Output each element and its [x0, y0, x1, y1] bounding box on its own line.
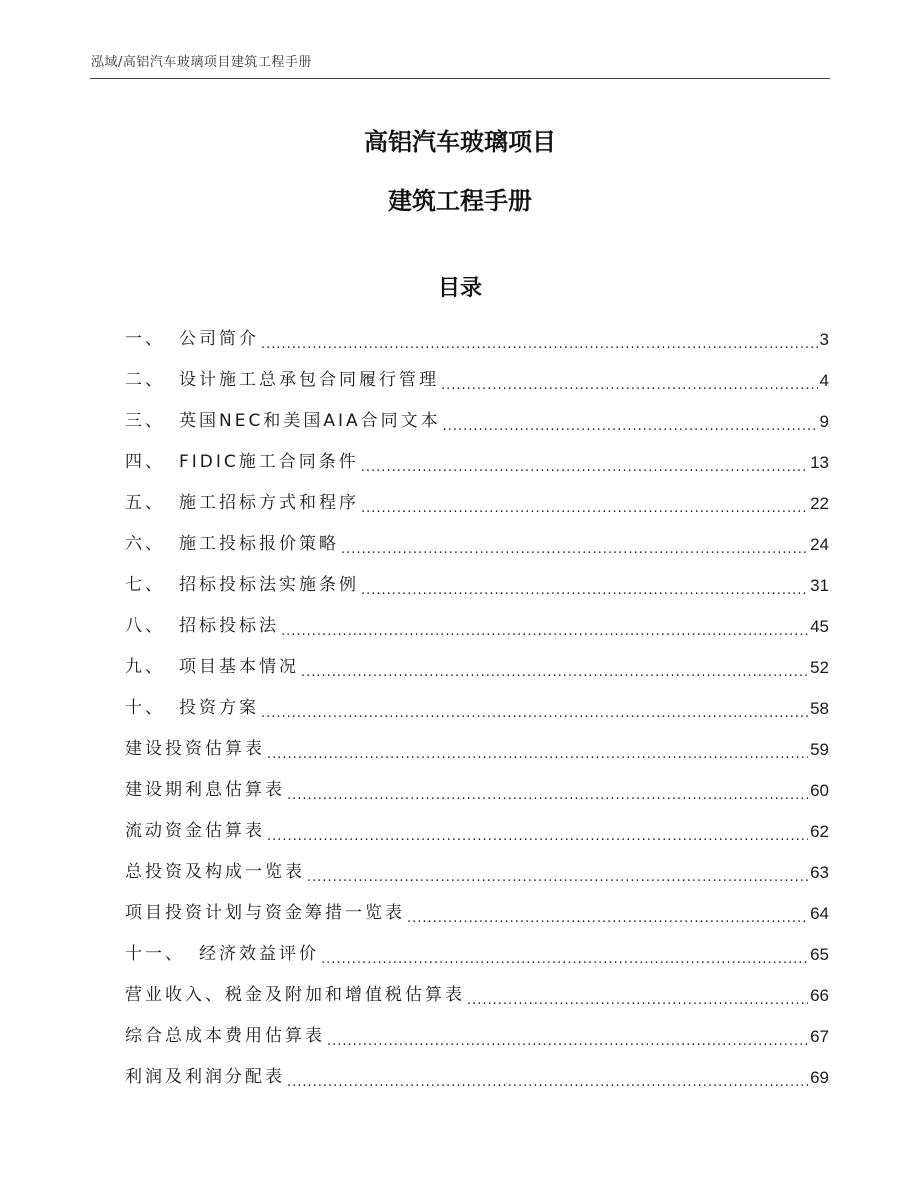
toc-entry-number: 三、 [125, 411, 165, 431]
toc-entry-number: 八、 [125, 616, 165, 636]
toc-leader-dots [327, 1016, 808, 1057]
toc-entry[interactable] [125, 893, 829, 934]
toc-leader-dots [261, 319, 818, 360]
toc-entry[interactable] [125, 524, 829, 565]
document-title-line2: 建筑工程手册 [388, 187, 532, 215]
toc-page-number: 3 [819, 330, 829, 349]
toc-entry-number: 十一、 [125, 944, 185, 964]
toc-entry-title: 建设投资估算表 [125, 739, 265, 759]
toc-page-number: 4 [819, 371, 829, 390]
header-divider [90, 78, 830, 79]
toc-leader-dots [361, 442, 808, 483]
toc-page-number: 9 [819, 412, 829, 431]
toc-entry[interactable] [125, 1057, 829, 1098]
toc-entry-title: 综合总成本费用估算表 [125, 1026, 325, 1046]
toc-entry[interactable] [125, 729, 829, 770]
toc-page-number: 24 [810, 535, 829, 554]
toc-entry[interactable] [125, 811, 829, 852]
toc-entry-title: 公司简介 [179, 329, 259, 349]
toc-entry-number: 九、 [125, 657, 165, 677]
toc-entry-title: 营业收入、税金及附加和增值税估算表 [125, 985, 465, 1005]
toc-leader-dots [287, 1057, 808, 1098]
table-of-contents [125, 319, 829, 1098]
toc-page-number: 63 [810, 863, 829, 882]
toc-entry-title: 设计施工总承包合同履行管理 [179, 370, 439, 390]
toc-page-number: 64 [810, 904, 829, 923]
toc-entry-number: 二、 [125, 370, 165, 390]
toc-page-number: 66 [810, 986, 829, 1005]
toc-entry-title: 施工招标方式和程序 [179, 493, 359, 513]
toc-entry-number: 五、 [125, 493, 165, 513]
toc-entry[interactable] [125, 975, 829, 1016]
toc-leader-dots [321, 934, 808, 975]
toc-entry[interactable] [125, 565, 829, 606]
toc-entry-title: 总投资及构成一览表 [125, 862, 305, 882]
document-title-line1: 高铝汽车玻璃项目 [364, 128, 556, 156]
toc-leader-dots [281, 606, 808, 647]
toc-page-number: 58 [810, 699, 829, 718]
toc-entry-number: 十、 [125, 698, 165, 718]
toc-leader-dots [407, 893, 808, 934]
toc-leader-dots [441, 360, 818, 401]
toc-leader-dots [361, 483, 808, 524]
toc-entry-title: 招标投标法实施条例 [179, 575, 359, 595]
toc-heading: 目录 [437, 276, 482, 301]
toc-entry[interactable] [125, 606, 829, 647]
toc-page-number: 13 [810, 453, 829, 472]
toc-entry-number: 一、 [125, 329, 165, 349]
toc-page-number: 60 [810, 781, 829, 800]
toc-leader-dots [287, 770, 808, 811]
toc-entry-title: 项目投资计划与资金筹措一览表 [125, 903, 405, 923]
toc-page-number: 62 [810, 822, 829, 841]
toc-page-number: 31 [810, 576, 829, 595]
toc-leader-dots [361, 565, 808, 606]
toc-leader-dots [467, 975, 808, 1016]
toc-leader-dots [267, 811, 808, 852]
toc-leader-dots [443, 401, 818, 442]
toc-entry[interactable] [125, 483, 829, 524]
toc-leader-dots [307, 852, 808, 893]
toc-entry-title: 项目基本情况 [179, 657, 299, 677]
toc-entry-title: 经济效益评价 [199, 944, 319, 964]
toc-entry[interactable] [125, 688, 829, 729]
toc-entry-number: 七、 [125, 575, 165, 595]
toc-page-number: 52 [810, 658, 829, 677]
toc-page-number: 45 [810, 617, 829, 636]
toc-page-number: 65 [810, 945, 829, 964]
toc-page-number: 67 [810, 1027, 829, 1046]
toc-entry-number: 六、 [125, 534, 165, 554]
toc-entry[interactable] [125, 360, 829, 401]
toc-entry[interactable] [125, 770, 829, 811]
toc-entry-title: 英国NEC和美国AIA合同文本 [179, 411, 441, 431]
toc-entry[interactable] [125, 934, 829, 975]
running-header: 泓域/高铝汽车玻璃项目建筑工程手册 [91, 55, 312, 70]
toc-entry-title: 利润及利润分配表 [125, 1067, 285, 1087]
toc-entry-title: 建设期利息估算表 [125, 780, 285, 800]
toc-page-number: 69 [810, 1068, 829, 1087]
toc-entry-title: 流动资金估算表 [125, 821, 265, 841]
toc-leader-dots [267, 729, 808, 770]
toc-leader-dots [261, 688, 808, 729]
toc-entry-title: 施工投标报价策略 [179, 534, 339, 554]
toc-entry[interactable] [125, 319, 829, 360]
toc-leader-dots [301, 647, 808, 688]
toc-entry[interactable] [125, 401, 829, 442]
toc-entry[interactable] [125, 647, 829, 688]
toc-entry-title: FIDIC施工合同条件 [179, 452, 359, 472]
toc-entry[interactable] [125, 442, 829, 483]
toc-entry-number: 四、 [125, 452, 165, 472]
toc-page-number: 59 [810, 740, 829, 759]
toc-entry-title: 投资方案 [179, 698, 259, 718]
toc-entry[interactable] [125, 852, 829, 893]
toc-entry-title: 招标投标法 [179, 616, 279, 636]
toc-leader-dots [341, 524, 808, 565]
toc-entry[interactable] [125, 1016, 829, 1057]
toc-page-number: 22 [810, 494, 829, 513]
